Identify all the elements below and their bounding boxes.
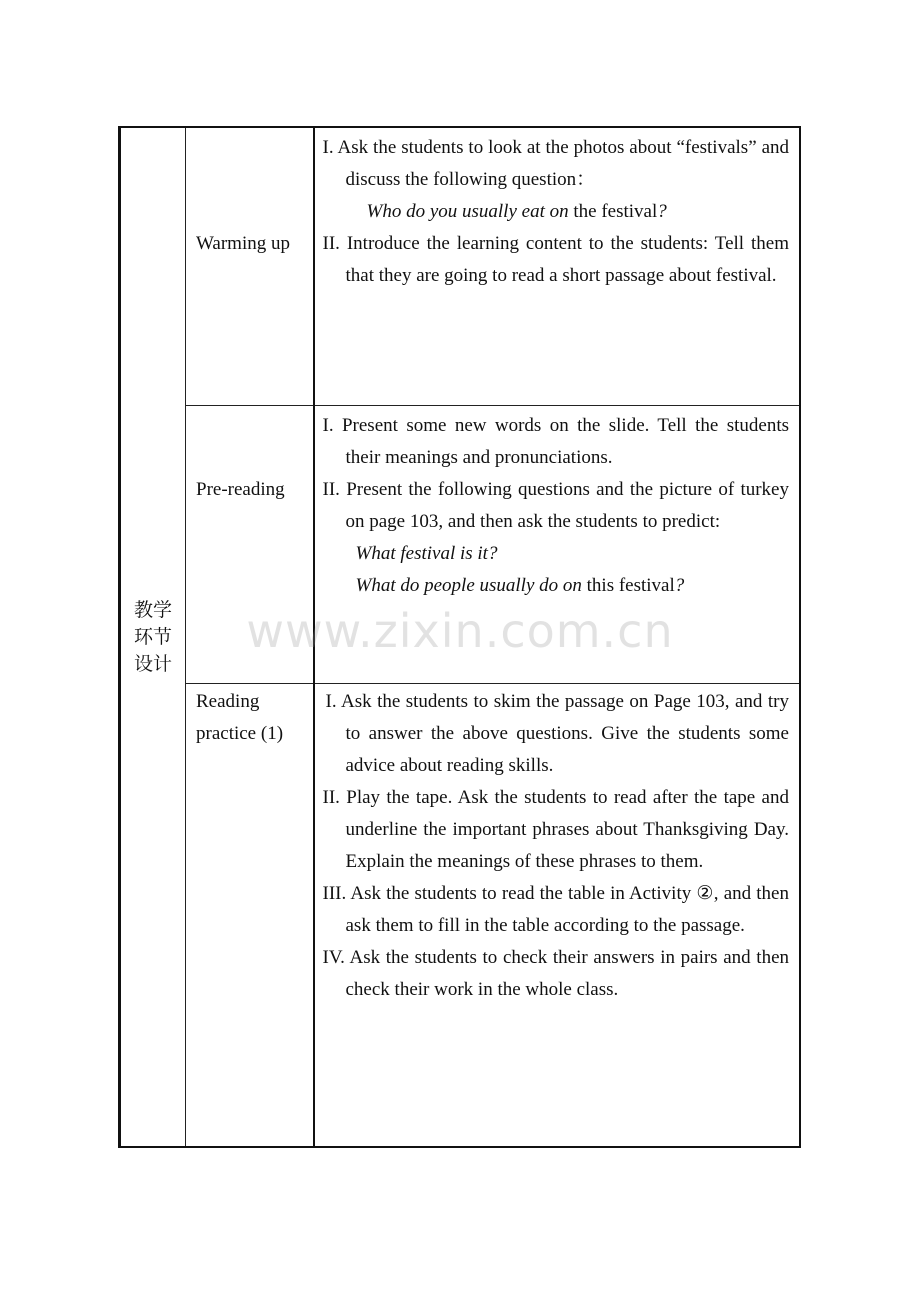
stage-label-pre-reading: Pre-reading [196,478,285,500]
step-item: I. Ask the students to skim the passage on Page 103, and try to answer the above questions. Give the students some advice about reading skills. [325,690,789,776]
row-reading-practice [120,683,801,1147]
content-cell-warming-up [314,127,801,405]
step-item: III. Ask the students to read the table in Activity ②, and then ask them to fill in the table according to the passage. [322,882,789,936]
step-item: I. Present some new words on the slide. Tell the students their meanings and pronunciations. [322,414,789,468]
step-item: II. Play the tape. Ask the students to read after the tape and underline the important phrases about Thanksgiving Day. Explain the meanings of these phrases to them. [322,786,789,872]
step-item: II. Present the following questions and the picture of turkey on page 103, and then ask the students to predict: [322,478,789,532]
step-item: IV. Ask the students to check their answers in pairs and then check their work in the whole class. [322,946,790,1000]
section-cell [120,127,186,1147]
stage-label-warming-up: Warming up [196,233,290,254]
lesson-plan-table [118,126,801,1148]
row-warming-up [120,127,801,405]
stage-cell-reading-practice [186,683,314,1147]
row-pre-reading [120,405,801,683]
question-line: What do people usually do on this festival? [355,574,685,596]
section-label: 教学环节设计 [133,598,172,675]
step-item: II. Introduce the learning content to the students: Tell them that they are going to read a short passage about festival. [322,233,789,286]
content-cell-reading-practice [314,683,801,1147]
stage-cell-warming-up [186,127,314,405]
watermark: www.zixin.com.cn [246,604,674,658]
question-line: What festival is it? [355,542,498,564]
step-item: I. Ask the students to look at the photos about “festivals” and discuss the following question： [322,137,790,190]
stage-cell-pre-reading [186,405,314,683]
stage-label-reading-practice: Reading practice (1) [196,690,284,744]
content-cell-pre-reading [314,405,801,683]
question-line: Who do you usually eat on the festival? [366,201,667,222]
